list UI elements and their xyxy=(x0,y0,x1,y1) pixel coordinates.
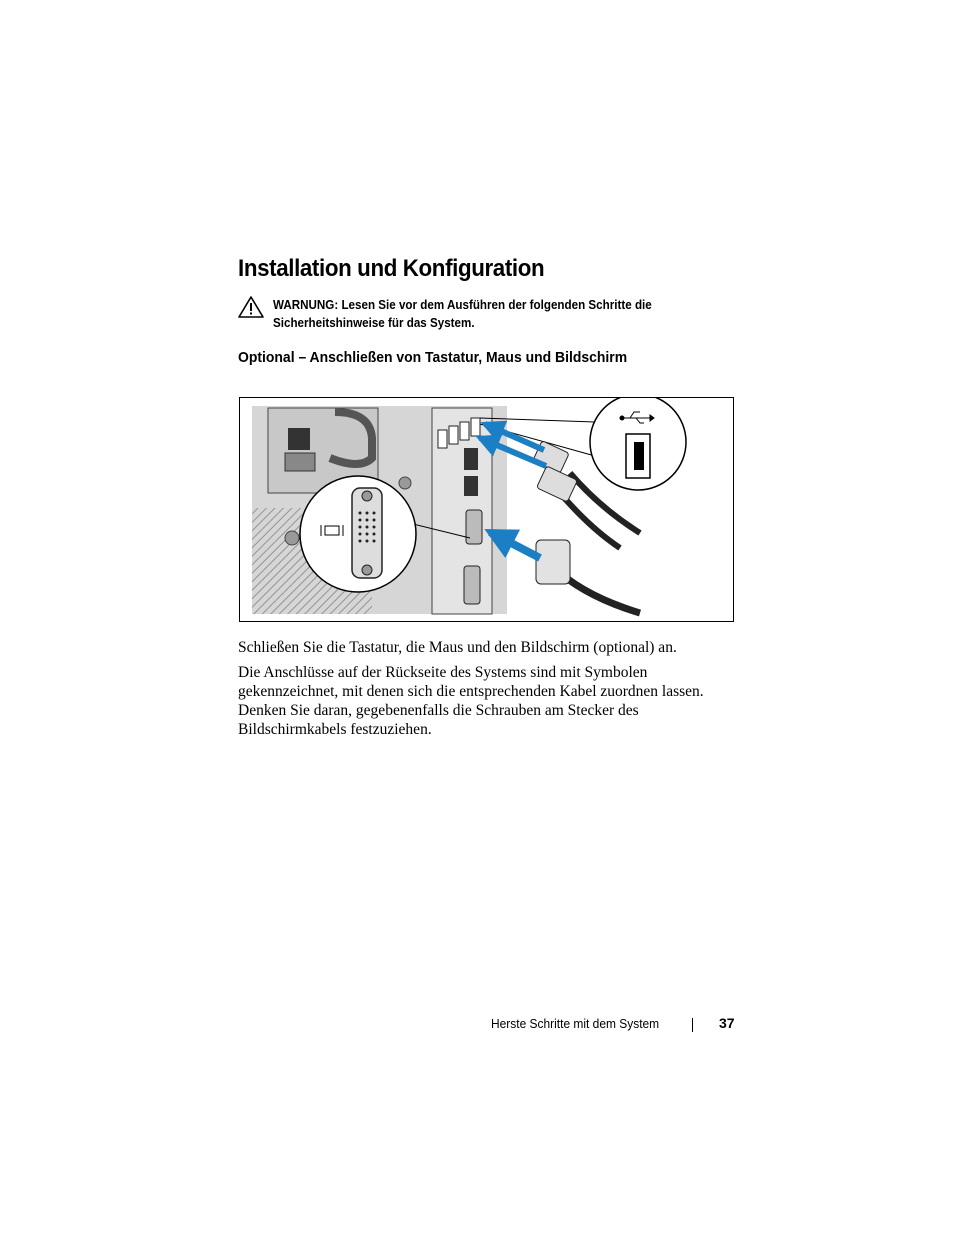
footer-separator xyxy=(692,1018,693,1032)
paragraph-connect-devices: Schließen Sie die Tastatur, die Maus und den Bildschirm (optional) an. xyxy=(238,639,677,656)
paragraph-connector-symbols: Die Anschlüsse auf der Rückseite des Systems sind mit Symbolen gekennzeichnet, mit denen sich die entsprechenden Kabel zuordnen lassen. Denken Sie daran, gegebenenfalls die Schrauben am Stecker des Bildschirmkabels festzuziehen. xyxy=(238,664,704,738)
system-rear-panel-drawing xyxy=(240,398,734,622)
connection-illustration xyxy=(239,397,734,622)
page-number: 37 xyxy=(719,1015,735,1031)
warning-triangle-icon xyxy=(238,296,264,318)
section-heading: Optional – Anschließen von Tastatur, Maus und Bildschirm xyxy=(238,349,628,366)
warning-note xyxy=(273,296,719,332)
page-title: Installation und Konfiguration xyxy=(238,255,545,282)
warning-label: WARNUNG: xyxy=(273,298,339,312)
warning-text: Lesen Sie vor dem Ausführen der folgenden Schritte die Sicherheitshinweise für das System. xyxy=(273,298,652,330)
footer-chapter-title: Herste Schritte mit dem System xyxy=(491,1016,660,1031)
